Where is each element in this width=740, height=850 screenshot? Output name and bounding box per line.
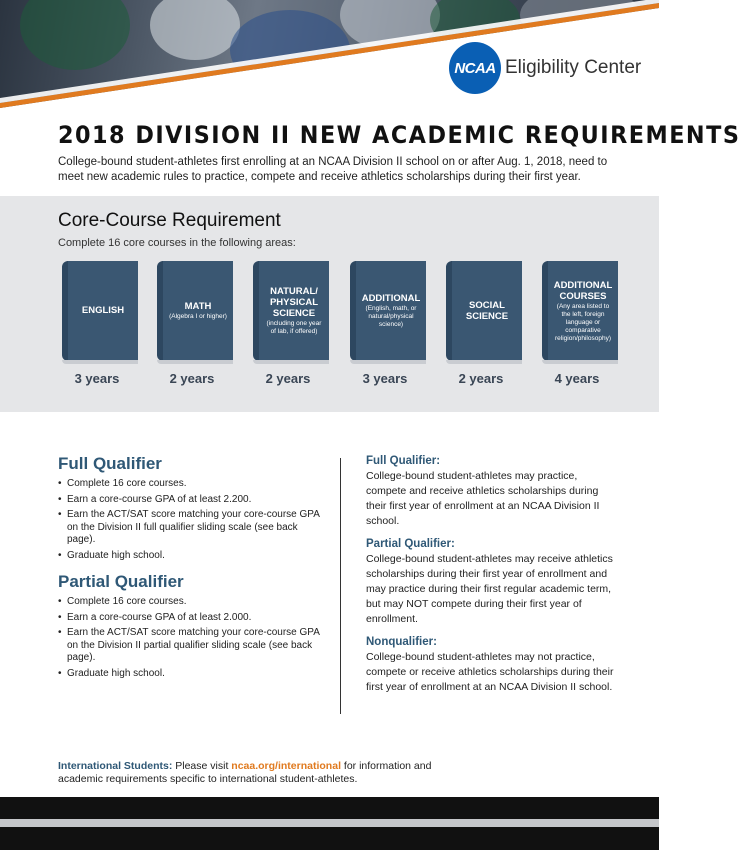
book-name: ADDITIONAL xyxy=(361,293,421,304)
ncaa-logo xyxy=(449,42,641,94)
definition-term: Nonqualifier: xyxy=(366,636,437,648)
book-additional xyxy=(350,261,426,386)
book-note: (including one year of lab, if offered) xyxy=(266,320,322,335)
book-math xyxy=(157,261,233,386)
footer-bar-bottom xyxy=(0,827,659,850)
book-english xyxy=(62,261,138,386)
list-item: • Earn a core-course GPA of at least 2.000. xyxy=(58,612,328,625)
footer-stripe xyxy=(0,819,659,827)
qualifier-requirements xyxy=(58,454,328,690)
book-name: MATH xyxy=(184,301,212,312)
core-course-section xyxy=(0,196,659,412)
book-cover xyxy=(446,261,522,361)
international-link[interactable]: ncaa.org/international xyxy=(231,760,341,772)
book-cover xyxy=(62,261,138,361)
list-item: • Earn a core-course GPA of at least 2.200. xyxy=(58,494,328,507)
partial-qualifier-heading: Partial Qualifier xyxy=(58,572,184,591)
book-cover xyxy=(157,261,233,361)
book-name: SOCIAL SCIENCE xyxy=(465,299,509,322)
definition-term: Full Qualifier: xyxy=(366,455,441,467)
international-label: International Students: xyxy=(58,760,173,772)
book-name: NATURAL/ PHYSICAL SCIENCE xyxy=(269,286,319,319)
column-divider xyxy=(340,458,341,714)
book-additional-courses xyxy=(542,261,618,386)
qualifier-definitions xyxy=(366,455,616,704)
book-years: 2 years xyxy=(169,371,215,386)
header-photo-banner xyxy=(0,0,659,108)
book-years: 3 years xyxy=(74,371,120,386)
list-item: • Earn the ACT/SAT score matching your core-course GPA on the Division II partial qualifier sliding scale (see back page). xyxy=(58,627,328,665)
book-years: 4 years xyxy=(554,371,600,386)
logo-text: Eligibility Center xyxy=(505,57,642,78)
list-item: • Graduate high school. xyxy=(58,668,328,681)
ncaa-disc: NCAA xyxy=(449,42,501,94)
book-name: ENGLISH xyxy=(81,305,125,316)
full-qualifier-list xyxy=(58,478,328,562)
book-note: (Any area listed to the left, foreign language or comparative religion/philosophy) xyxy=(554,302,611,342)
full-qualifier-heading: Full Qualifier xyxy=(58,454,162,473)
book-cover xyxy=(542,261,618,361)
page-title: 2018 DIVISION II NEW ACADEMIC REQUIREMENTS xyxy=(58,121,740,149)
list-item: • Complete 16 core courses. xyxy=(58,596,328,609)
list-item: • Earn the ACT/SAT score matching your core-course GPA on the Division II full qualifier sliding scale (see back page). xyxy=(58,509,328,547)
book-cover xyxy=(253,261,329,361)
international-text-after: for information and academic requirements specific to international student-athletes. xyxy=(58,760,432,785)
book-social-science xyxy=(446,261,522,386)
international-note xyxy=(58,760,478,786)
book-cover xyxy=(350,261,426,361)
definition-text: College-bound student-athletes may receive athletics scholarships during their first year of enrollment and may practice during their first regular academic term, but may NOT compete during their first year of enrollment. xyxy=(366,553,613,625)
list-item: • Complete 16 core courses. xyxy=(58,478,328,491)
partial-qualifier-list xyxy=(58,596,328,680)
definition-text: College-bound student-athletes may not practice, compete or receive athletics scholarships during their first year of enrollment at an NCAA Division II school. xyxy=(366,651,614,693)
footer-bar xyxy=(0,797,659,819)
book-years: 2 years xyxy=(265,371,311,386)
international-text-before: Please visit xyxy=(172,760,232,772)
book-years: 3 years xyxy=(362,371,408,386)
definition-text: College-bound student-athletes may practice, compete and receive athletics scholarships during their first year of enrollment at an NCAA Division II school. xyxy=(366,470,600,527)
definition-term: Partial Qualifier: xyxy=(366,538,455,550)
book-note: (English, math, or natural/physical science) xyxy=(365,305,417,328)
book-note: (Algebra I or higher) xyxy=(169,313,227,320)
core-course-heading: Core-Course Requirement xyxy=(58,210,281,231)
book-natural-science xyxy=(253,261,329,386)
intro-text: College-bound student-athletes first enrolling at an NCAA Division II school on or after Aug. 1, 2018, need to meet new academic rules to practice, compete and receive athletics scholarships during their first year. xyxy=(58,156,608,183)
list-item: • Graduate high school. xyxy=(58,550,328,563)
core-course-subheading: Complete 16 core courses in the following areas: xyxy=(58,237,296,249)
book-years: 2 years xyxy=(458,371,504,386)
book-name: ADDITIONAL COURSES xyxy=(553,279,613,302)
